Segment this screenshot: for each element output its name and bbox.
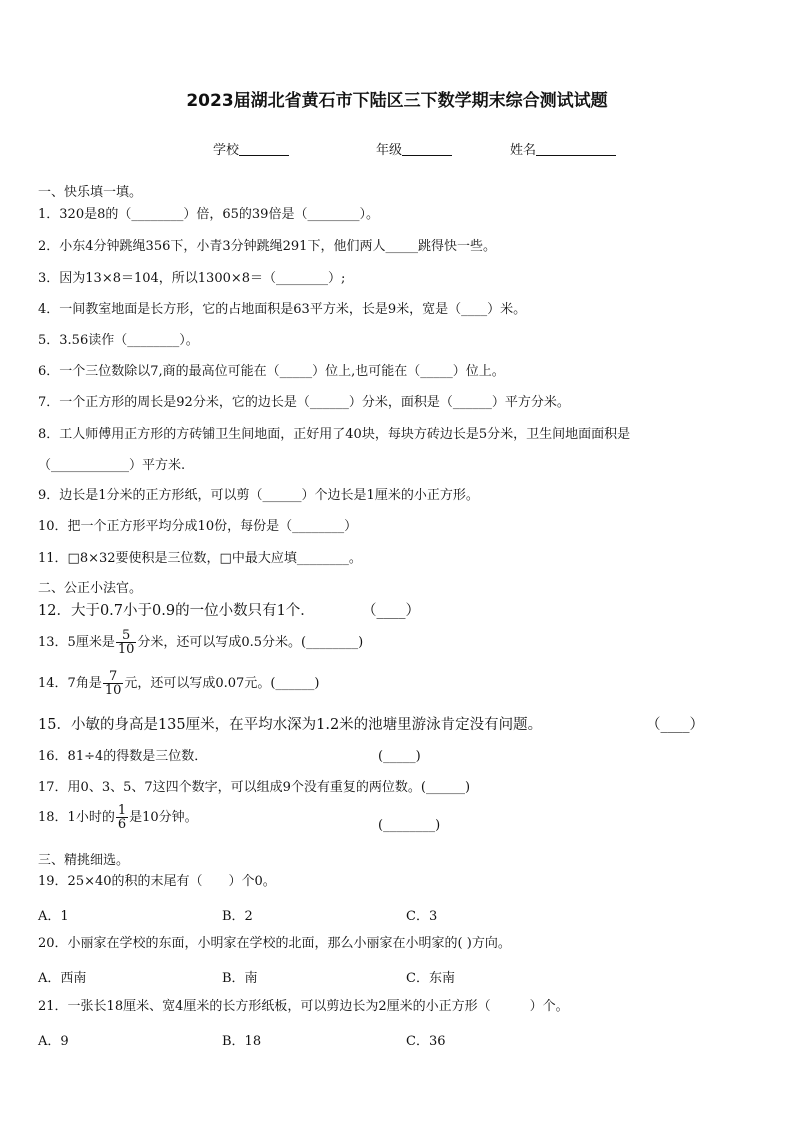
name-blank[interactable] xyxy=(536,141,616,156)
grade-blank[interactable] xyxy=(402,141,452,156)
option-b[interactable]: B．南 xyxy=(222,971,258,986)
question-16-text: 16．81÷4的得数是三位数． xyxy=(38,749,208,764)
question-16 xyxy=(38,748,421,766)
school-label: 学校 xyxy=(213,143,240,158)
question-20: 20．小丽家在学校的东面，小明家在学校的北面，那么小丽家在小明家的( )方向。 xyxy=(38,936,511,951)
option-c[interactable]: C．3 xyxy=(406,909,438,924)
page-title: 2023届湖北省黄石市下陆区三下数学期末综合测试试题 xyxy=(186,91,608,111)
fraction-numerator: 5 xyxy=(116,629,137,643)
question-12 xyxy=(38,602,420,620)
fraction-7-10 xyxy=(103,670,124,697)
student-info-fields xyxy=(0,139,794,159)
question-8-line-2: （____________）平方米. xyxy=(38,458,186,473)
option-a[interactable]: A．1 xyxy=(38,909,69,924)
question-15-answer-blank[interactable]: （____） xyxy=(646,717,704,733)
question-13 xyxy=(38,629,363,656)
option-a[interactable]: A．9 xyxy=(38,1034,69,1049)
question-5: 5．3.56读作（________）。 xyxy=(38,333,199,348)
school-blank[interactable] xyxy=(239,141,289,156)
fraction-numerator: 1 xyxy=(117,803,127,818)
question-16-answer-blank[interactable]: (_____) xyxy=(378,749,421,764)
question-10: 10．把一个正方形平均分成10份，每份是（________） xyxy=(38,519,358,534)
section-heading-2: 二、公正小法官。 xyxy=(38,581,143,596)
grade-field[interactable] xyxy=(376,139,452,158)
question-6: 6．一个三位数除以7,商的最高位可能在（_____）位上,也可能在（_____）位上。 xyxy=(38,364,505,379)
question-7: 7．一个正方形的周长是92分米，它的边长是（______）分米，面积是（______）平方分米。 xyxy=(38,395,570,410)
question-14-post: 元，还可以写成0.07元。(______) xyxy=(124,676,320,691)
question-1: 1．320是8的（________）倍，65的39倍是（________）。 xyxy=(38,207,379,222)
question-3: 3．因为13×8＝104，所以1300×8＝（________）; xyxy=(38,271,346,286)
option-c[interactable]: C．36 xyxy=(406,1034,446,1049)
fraction-denominator: 6 xyxy=(117,817,127,832)
question-15-text: 15．小敏的身高是135厘米，在平均水深为1.2米的池塘里游泳肯定没有问题。 xyxy=(38,717,543,733)
question-14-pre: 14．7角是 xyxy=(38,676,102,691)
question-18-answer-blank[interactable]: (________) xyxy=(378,818,441,833)
option-a[interactable]: A．西南 xyxy=(38,971,87,986)
option-b[interactable]: B．18 xyxy=(222,1034,262,1049)
fraction-numerator: 7 xyxy=(103,670,124,684)
question-11: 11．□8×32要使积是三位数，□中最大应填________。 xyxy=(38,551,362,566)
question-17: 17．用0、3、5、7这四个数字，可以组成9个没有重复的两位数。(______) xyxy=(38,780,471,795)
grade-label: 年级 xyxy=(376,143,403,158)
question-4: 4．一间教室地面是长方形，它的占地面积是63平方米，长是9米，宽是（____）米。 xyxy=(38,302,527,317)
question-8-line-1: 8．工人师傅用正方形的方砖铺卫生间地面，正好用了40块，每块方砖边长是5分米，卫生间地面面积是 xyxy=(38,427,631,442)
name-field[interactable] xyxy=(510,139,616,158)
name-label: 姓名 xyxy=(510,143,537,158)
question-12-answer-blank[interactable]: （____） xyxy=(362,603,420,619)
fraction-1-6 xyxy=(116,804,128,831)
question-2: 2．小东4分钟跳绳356下，小青3分钟跳绳291下，他们两人_____跳得快一些。 xyxy=(38,239,496,254)
question-18-post: 是10分钟。 xyxy=(129,810,198,825)
question-14 xyxy=(38,670,319,697)
question-21: 21．一张长18厘米、宽4厘米的长方形纸板，可以剪边长为2厘米的小正方形（ ）个。 xyxy=(38,999,569,1014)
question-15 xyxy=(38,716,704,734)
question-13-post: 分米，还可以写成0.5分米。(________) xyxy=(137,635,364,650)
question-13-pre: 13．5厘米是 xyxy=(38,635,115,650)
fraction-denominator: 10 xyxy=(117,642,135,657)
question-19: 19．25×40的积的末尾有（ ）个0。 xyxy=(38,874,276,889)
question-18 xyxy=(38,803,441,833)
question-12-text: 12．大于0.7小于0.9的一位小数只有1个． xyxy=(38,603,315,619)
option-b[interactable]: B．2 xyxy=(222,909,253,924)
section-heading-3: 三、精挑细选。 xyxy=(38,853,130,868)
option-c[interactable]: C．东南 xyxy=(406,971,455,986)
section-heading-1: 一、快乐填一填。 xyxy=(38,185,143,200)
fraction-denominator: 10 xyxy=(104,683,122,698)
question-18-pre: 18．1小时的 xyxy=(38,810,115,825)
school-field[interactable] xyxy=(213,139,289,158)
fraction-5-10 xyxy=(116,629,137,656)
question-9: 9．边长是1分米的正方形纸，可以剪（______）个边长是1厘米的小正方形。 xyxy=(38,488,479,503)
